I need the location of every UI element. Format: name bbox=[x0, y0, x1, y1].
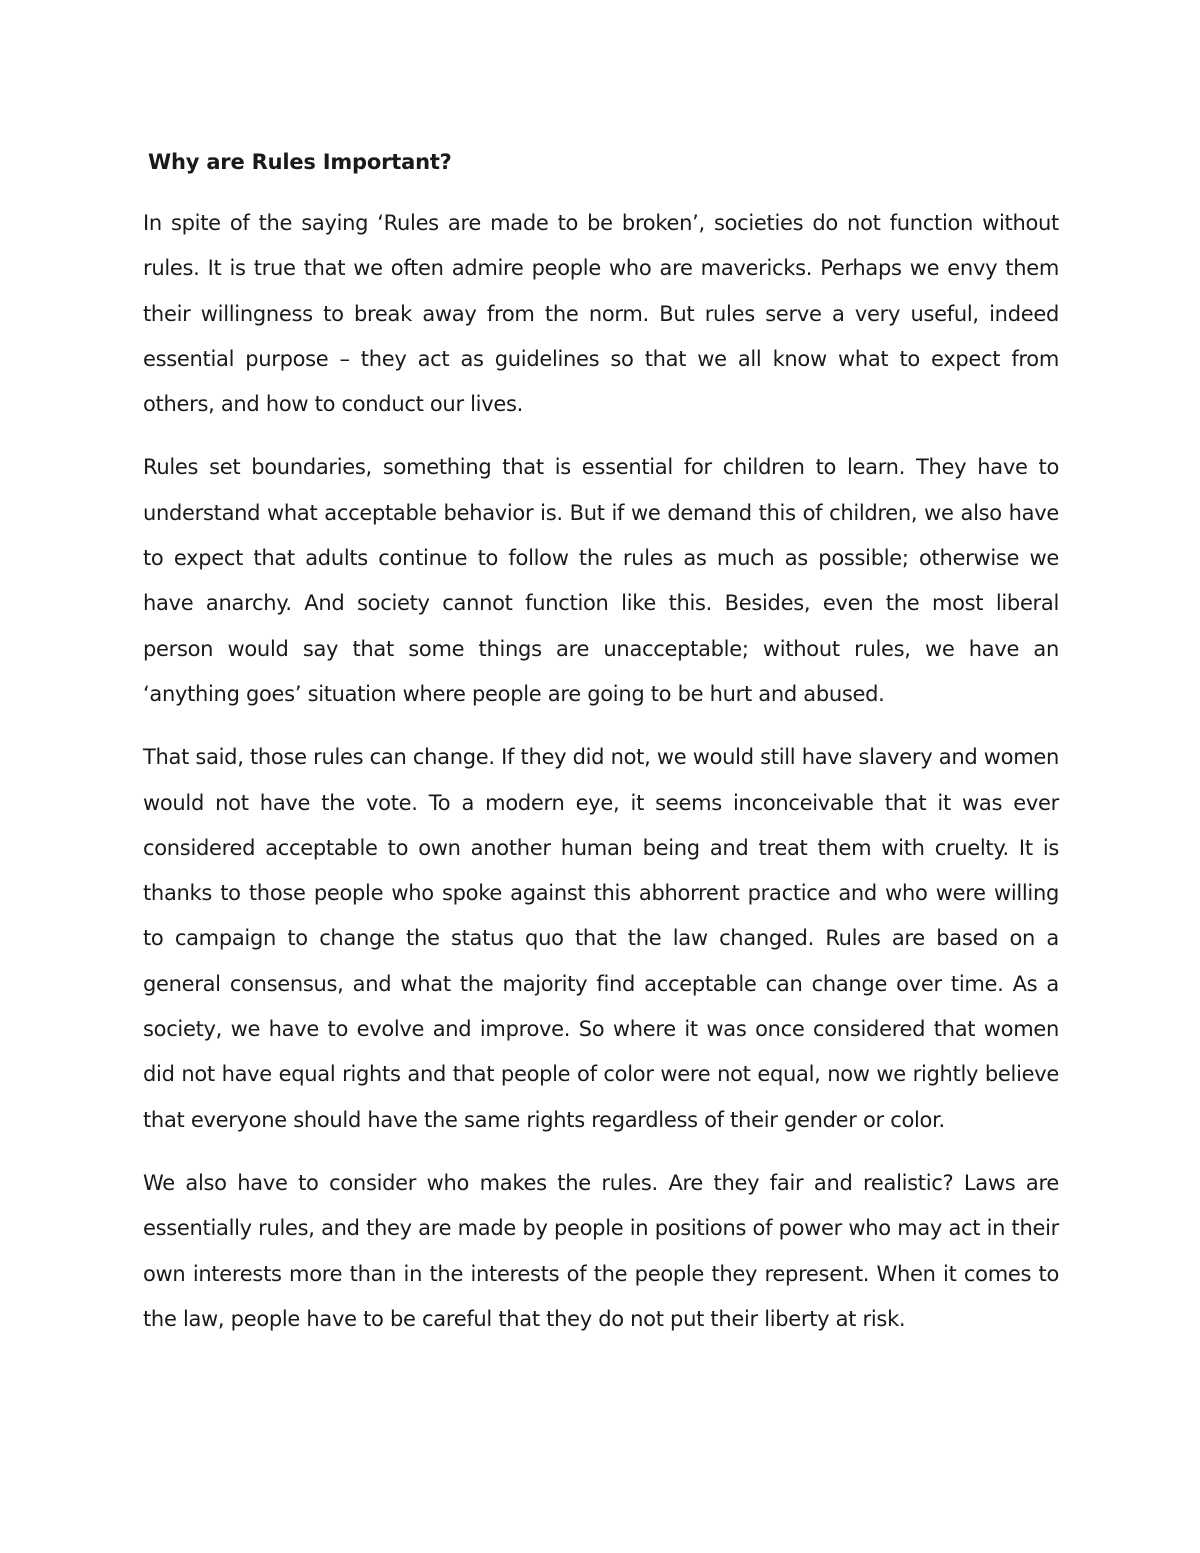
paragraph-3: That said, those rules can change. If they did not, we would still have slavery and women would not have the vote. To a modern eye, it seems inconceivable that it was ever considered acceptable to own another human being and treat them with cruelty. It is thanks to those people who spoke against this abhorrent practice and who were willing to campaign to change the status quo that the law changed. Rules are based on a general consensus, and what the majority find acceptable can change over time. As a society, we have to evolve and improve. So where it was once considered that women did not have equal rights and that people of color were not equal, now we rightly believe that everyone should have the same rights regardless of their gender or color. bbox=[143, 745, 1059, 1132]
paragraph-1: In spite of the saying ‘Rules are made to be broken’, societies do not function without rules. It is true that we often admire people who are mavericks. Perhaps we envy them their willingness to break away from the norm. But rules serve a very useful, indeed essential purpose – they act as guidelines so that we all know what to expect from others, and how to conduct our lives. bbox=[143, 211, 1059, 417]
document-body bbox=[143, 140, 1059, 1342]
document-title: Why are Rules Important? bbox=[148, 150, 452, 174]
paragraph-2: Rules set boundaries, something that is essential for children to learn. They have to understand what acceptable behavior is. But if we demand this of children, we also have to expect that adults continue to follow the rules as much as possible; otherwise we have anarchy. And society cannot function like this. Besides, even the most liberal person would say that some things are unacceptable; without rules, we have an ‘anything goes’ situation where people are going to be hurt and abused. bbox=[143, 455, 1059, 706]
paragraph-4: We also have to consider who makes the rules. Are they fair and realistic? Laws are essentially rules, and they are made by people in positions of power who may act in their own interests more than in the interests of the people they represent. When it comes to the law, people have to be careful that they do not put their liberty at risk. bbox=[143, 1170, 1059, 1331]
